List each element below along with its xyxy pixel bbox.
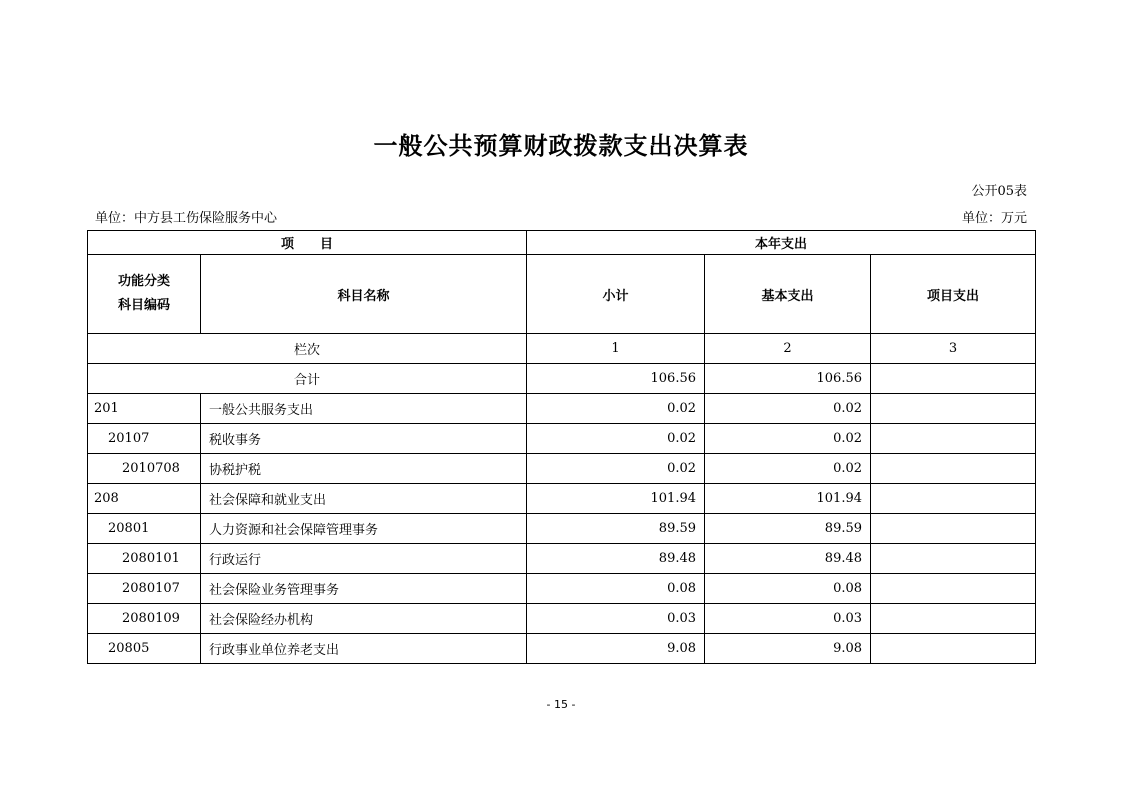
row-code: 2080109: [88, 604, 201, 634]
header-basic: 基本支出: [705, 255, 871, 334]
row-subtotal: 101.94: [527, 484, 705, 514]
row-project: [871, 394, 1036, 424]
row-basic: 0.02: [705, 424, 871, 454]
column-index-label: 栏次: [88, 334, 527, 364]
header-subject-name: 科目名称: [201, 255, 527, 334]
table-row: [88, 544, 1036, 574]
row-basic: 0.08: [705, 574, 871, 604]
table-row: [88, 424, 1036, 454]
row-basic: 9.08: [705, 634, 871, 664]
table-row: [88, 634, 1036, 664]
row-code: 20107: [88, 424, 201, 454]
row-name: 行政事业单位养老支出: [201, 634, 527, 664]
row-project: [871, 574, 1036, 604]
total-project: [871, 364, 1036, 394]
expenditure-table: [87, 230, 1036, 664]
table-row: [88, 484, 1036, 514]
header-project: 项目支出: [871, 255, 1036, 334]
header-item: 项 目: [88, 231, 527, 255]
header-function-code-line1: 功能分类: [117, 274, 170, 289]
row-code: 201: [88, 394, 201, 424]
row-basic: 101.94: [705, 484, 871, 514]
row-subtotal: 89.48: [527, 544, 705, 574]
column-index-row: [88, 334, 1036, 364]
row-name: 税收事务: [201, 424, 527, 454]
row-code: 2010708: [88, 454, 201, 484]
row-project: [871, 484, 1036, 514]
row-project: [871, 634, 1036, 664]
row-code: 20801: [88, 514, 201, 544]
row-name: 人力资源和社会保障管理事务: [201, 514, 527, 544]
row-subtotal: 9.08: [527, 634, 705, 664]
table-row: [88, 394, 1036, 424]
header-current-year: 本年支出: [527, 231, 1036, 255]
row-name: 社会保险业务管理事务: [201, 574, 527, 604]
table-row: [88, 574, 1036, 604]
organization-unit: 单位：中方县工伤保险服务中心: [95, 211, 278, 226]
header-row-2: [88, 255, 1036, 334]
row-name: 行政运行: [201, 544, 527, 574]
row-project: [871, 424, 1036, 454]
row-name: 社会保障和就业支出: [201, 484, 527, 514]
row-name: 一般公共服务支出: [201, 394, 527, 424]
row-project: [871, 604, 1036, 634]
total-row: [88, 364, 1036, 394]
row-subtotal: 0.08: [527, 574, 705, 604]
row-code: 20805: [88, 634, 201, 664]
row-basic: 0.02: [705, 454, 871, 484]
report-title: 一般公共预算财政拨款支出决算表: [373, 132, 749, 160]
row-code: 2080101: [88, 544, 201, 574]
row-project: [871, 454, 1036, 484]
column-index-3: 3: [871, 334, 1036, 364]
header-row-1: [88, 231, 1036, 255]
total-basic: 106.56: [705, 364, 871, 394]
form-number: 公开05表: [971, 184, 1027, 199]
row-subtotal: 0.03: [527, 604, 705, 634]
row-code: 2080107: [88, 574, 201, 604]
row-name: 社会保险经办机构: [201, 604, 527, 634]
row-subtotal: 0.02: [527, 394, 705, 424]
row-project: [871, 514, 1036, 544]
row-name: 协税护税: [201, 454, 527, 484]
currency-unit: 单位：万元: [961, 211, 1027, 226]
table-row: [88, 604, 1036, 634]
column-index-1: 1: [527, 334, 705, 364]
column-index-2: 2: [705, 334, 871, 364]
table-row: [88, 454, 1036, 484]
total-subtotal: 106.56: [527, 364, 705, 394]
header-function-code: [88, 255, 201, 334]
row-code: 208: [88, 484, 201, 514]
table-row: [88, 514, 1036, 544]
row-subtotal: 0.02: [527, 454, 705, 484]
row-subtotal: 89.59: [527, 514, 705, 544]
row-project: [871, 544, 1036, 574]
row-basic: 0.03: [705, 604, 871, 634]
row-basic: 89.48: [705, 544, 871, 574]
row-basic: 89.59: [705, 514, 871, 544]
header-function-code-line2: 科目编码: [117, 298, 170, 313]
page-number: - 15 -: [546, 698, 576, 711]
row-basic: 0.02: [705, 394, 871, 424]
header-subtotal: 小计: [527, 255, 705, 334]
row-subtotal: 0.02: [527, 424, 705, 454]
total-label: 合计: [88, 364, 527, 394]
